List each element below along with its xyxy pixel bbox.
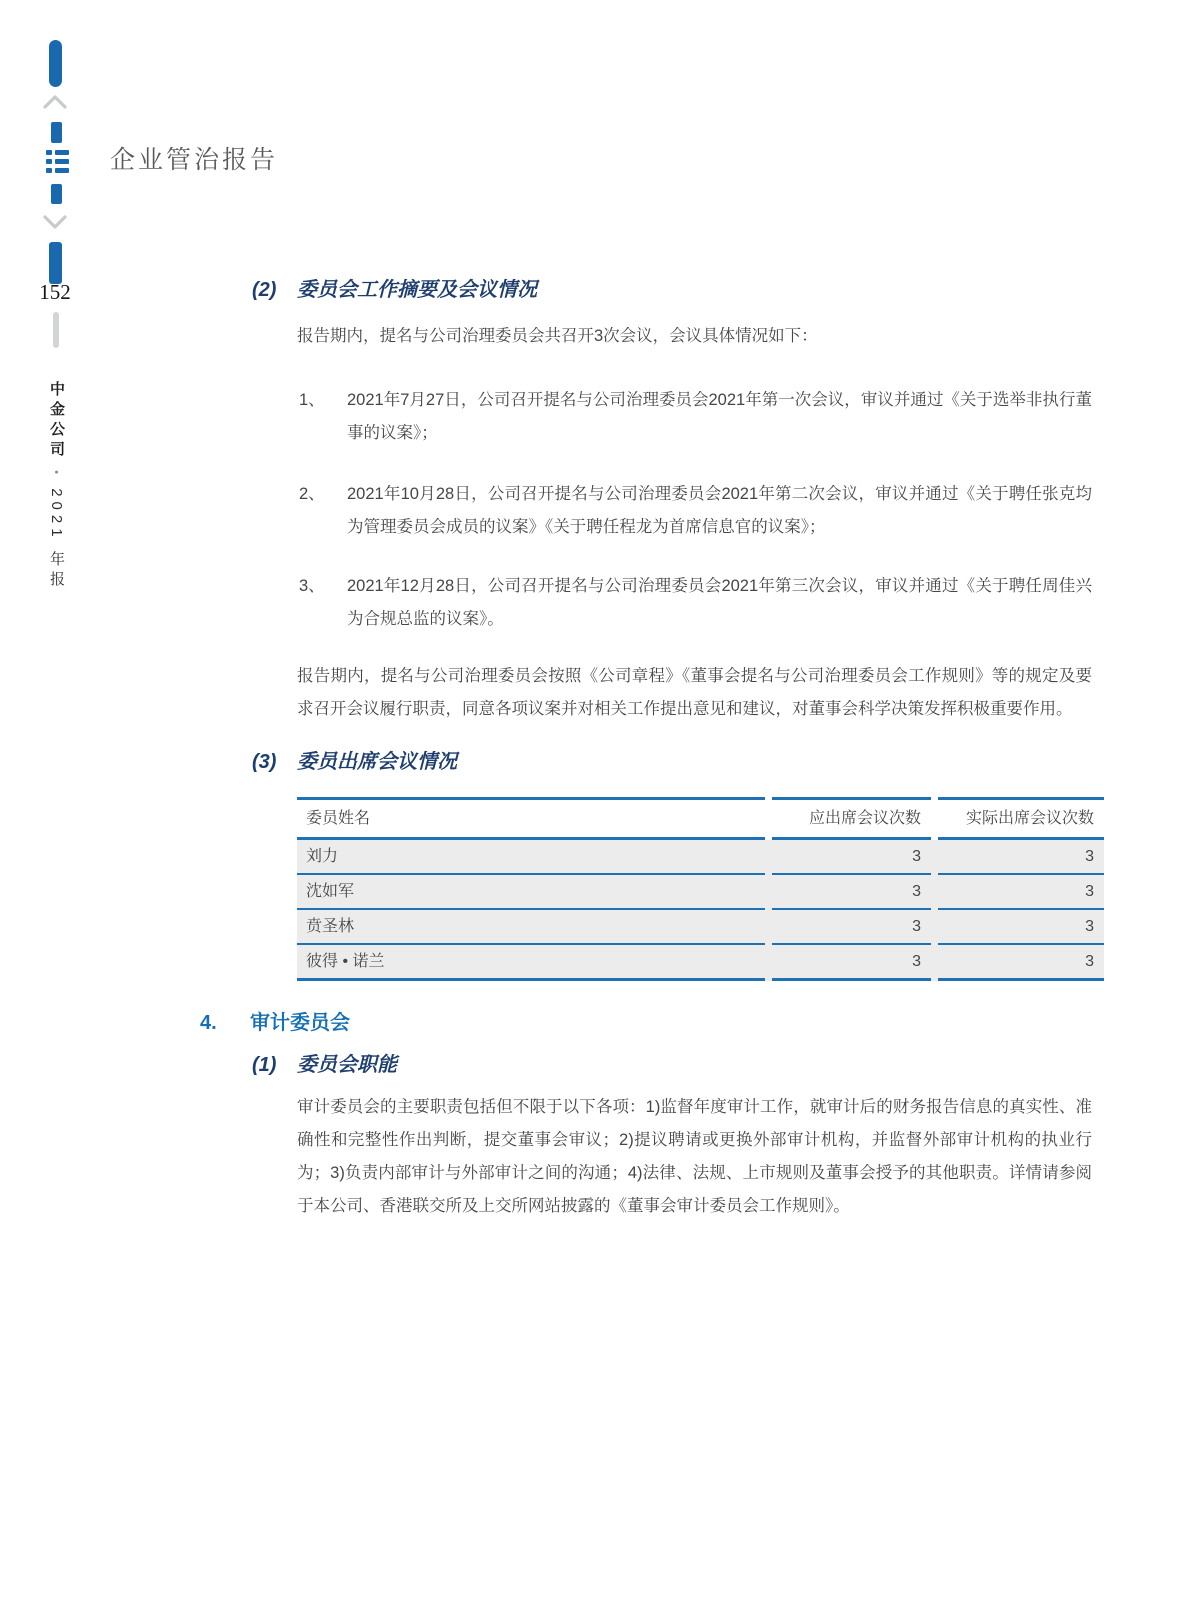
list-item-number: 1、 [299, 391, 325, 409]
heading-label: (2) [252, 279, 277, 301]
chevron-up-icon [43, 94, 67, 116]
report-edition: 2021 年报 [48, 488, 65, 591]
list-item [297, 384, 1092, 450]
list-item-number: 2、 [299, 485, 325, 503]
accent-bar-bottom [49, 242, 62, 284]
accent-square-bottom [51, 184, 62, 204]
paragraph-summary: 报告期内，提名与公司治理委员会按照《公司章程》《董事会提名与公司治理委员会工作规则》等的规定及要求召开会议履行职责，同意各项议案并对相关工作提出意见和建议，对董事会科学决策发挥积极重要作用。 [297, 667, 1092, 718]
divider-bar [53, 312, 59, 348]
dot-separator: • [50, 470, 62, 480]
member-name: 刘力 [297, 840, 765, 875]
meetings-attended: 3 [938, 840, 1104, 875]
list-icon-row [46, 150, 69, 155]
list-item-text: 2021年12月28日，公司召开提名与公司治理委员会2021年第三次会议，审议并通过《关于聘任周佳兴为合规总监的议案》。 [347, 577, 1092, 628]
page-title: 企业管治报告 [110, 147, 279, 174]
accent-square-top [51, 122, 62, 143]
column-header-required: 应出席会议次数 [772, 797, 931, 840]
meetings-required: 3 [772, 875, 931, 910]
sidebar [0, 0, 100, 1615]
meetings-attended: 3 [938, 875, 1104, 910]
column-header-attended: 实际出席会议次数 [938, 797, 1104, 840]
heading-label: (1) [252, 1054, 277, 1076]
member-name: 彼得 • 诺兰 [297, 945, 765, 981]
heading-section-3 [252, 750, 1092, 775]
meetings-required: 3 [772, 840, 931, 875]
accent-bar-top [49, 40, 62, 87]
list-icon [46, 150, 69, 173]
page-number: 152 [39, 280, 71, 304]
main-content [200, 278, 1094, 1223]
list-icon-row [46, 159, 69, 164]
member-name: 贲圣林 [297, 910, 765, 945]
sidebar-vertical-banner [45, 381, 67, 591]
heading-text: 委员会工作摘要及会议情况 [297, 279, 537, 301]
paragraph-audit-duties: 审计委员会的主要职责包括但不限于以下各项：1)监督年度审计工作，就审计后的财务报告信息的真实性、准确性和完整性作出判断，提交董事会审议；2)提议聘请或更换外部审计机构，并监督外部审计机构的执业行为；3)负责内部审计与外部审计之间的沟通；4)法律、法规、上市规则及董事会授予的其他职责。详情请参阅于本公司、香港联交所及上交所网站披露的《董事会审计委员会工作规则》。 [297, 1098, 1092, 1215]
heading-text: 委员会职能 [297, 1054, 397, 1076]
heading-label: (3) [252, 751, 277, 773]
meetings-required: 3 [772, 910, 931, 945]
company-name: 中金公司 [48, 381, 65, 461]
list-item-text: 2021年10月28日，公司召开提名与公司治理委员会2021年第二次会议，审议并通过《关于聘任张克均为管理委员会成员的议案》《关于聘任程龙为首席信息官的议案》； [347, 485, 1092, 536]
column-header-name: 委员姓名 [297, 797, 765, 840]
heading-text: 委员出席会议情况 [297, 751, 457, 773]
list-item [297, 478, 1092, 544]
meetings-attended: 3 [938, 945, 1104, 981]
table-row [297, 945, 1104, 981]
member-name: 沈如军 [297, 875, 765, 910]
paragraph-intro: 报告期内，提名与公司治理委员会共召开3次会议，会议具体情况如下： [297, 327, 818, 345]
list-item [297, 570, 1092, 636]
heading-section-2 [252, 278, 1092, 303]
meetings-attended: 3 [938, 910, 1104, 945]
table-row [297, 875, 1104, 910]
heading-text: 审计委员会 [250, 1012, 350, 1034]
list-item-text: 2021年7月27日，公司召开提名与公司治理委员会2021年第一次会议，审议并通过《关于选举非执行董事的议案》； [347, 391, 1092, 442]
list-icon-row [46, 168, 69, 173]
attendance-table [297, 797, 1104, 981]
chevron-down-icon [43, 213, 67, 235]
table-row [297, 910, 1104, 945]
heading-label: 4. [200, 1012, 217, 1034]
table-row [297, 840, 1104, 875]
heading-section-4 [200, 1011, 1092, 1036]
meetings-required: 3 [772, 945, 931, 981]
table-header-row [297, 797, 1104, 840]
list-item-number: 3、 [299, 577, 325, 595]
heading-section-4-1 [252, 1053, 1092, 1078]
